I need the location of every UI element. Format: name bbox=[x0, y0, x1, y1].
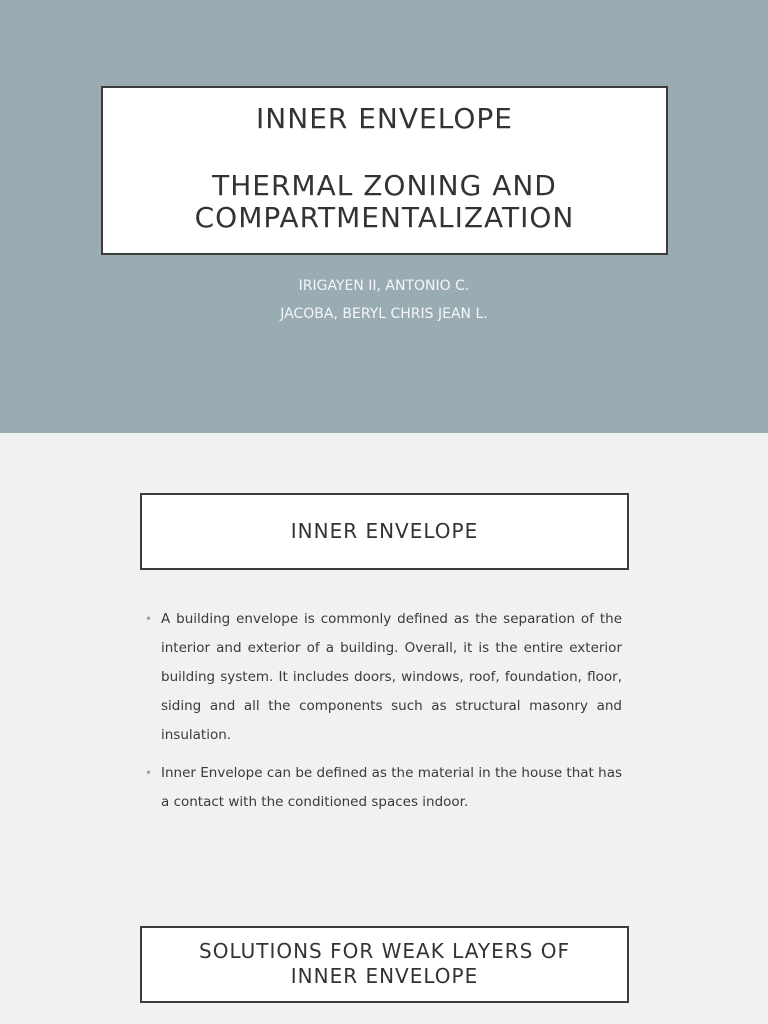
bullet-dot-icon: • bbox=[145, 612, 153, 626]
section-title-box bbox=[140, 493, 629, 570]
section-title: INNER ENVELOPE bbox=[290, 519, 479, 543]
author-1: IRIGAYEN II, ANTONIO C. bbox=[298, 278, 470, 294]
next-section-title-box bbox=[140, 926, 629, 1003]
bullet-text: Inner Envelope can be defined as the material in the house that has a contact with the conditioned spaces indoor. bbox=[161, 765, 622, 810]
next-section-title-line-1: SOLUTIONS FOR WEAK LAYERS OF bbox=[199, 939, 570, 963]
title-slide bbox=[0, 0, 768, 433]
bullet-item bbox=[145, 605, 622, 750]
bullet-item bbox=[145, 759, 622, 817]
bullet-dot-icon: • bbox=[145, 766, 153, 780]
title-box bbox=[101, 86, 668, 255]
bullet-text: A building envelope is commonly defined as the separation of the interior and exterior of a building. Overall, it is the entire exterior building system. It includes doors, windows, roof, foundation, floor, siding and all the components such as structural masonry and insulation. bbox=[161, 611, 622, 743]
subtitle-line-1: THERMAL ZONING AND bbox=[212, 169, 557, 202]
bullet-list bbox=[145, 605, 622, 826]
title-main: INNER ENVELOPE bbox=[256, 102, 513, 135]
subtitle-line-2: COMPARTMENTALIZATION bbox=[194, 201, 575, 234]
content-slide bbox=[0, 433, 768, 1024]
next-section-title-line-2: INNER ENVELOPE bbox=[290, 964, 479, 988]
author-2: JACOBA, BERYL CHRIS JEAN L. bbox=[280, 306, 488, 322]
